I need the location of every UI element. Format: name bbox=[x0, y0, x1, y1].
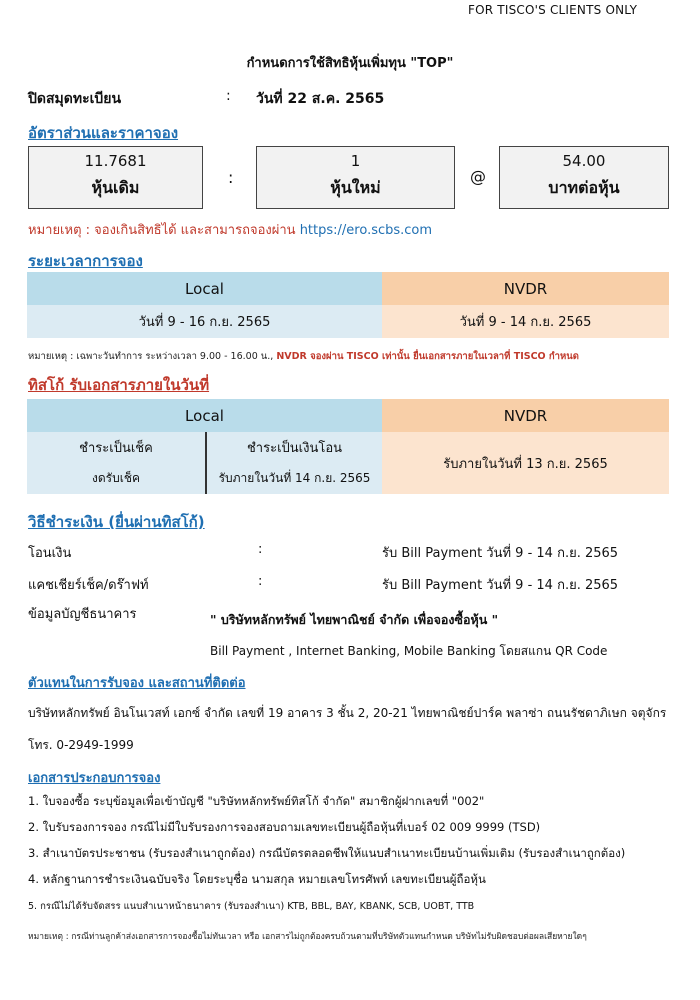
docs-nvdr-value: รับภายในวันที่ 13 ก.ย. 2565 bbox=[382, 432, 669, 494]
subscription-period-heading: ระยะเวลาการจอง bbox=[28, 252, 143, 270]
payment-channels: Bill Payment , Internet Banking, Mobile Banking โดยสแกน QR Code bbox=[210, 644, 608, 658]
ratio-heading: อัตราส่วนและราคาจอง bbox=[28, 124, 179, 142]
tisco-docs-table bbox=[27, 399, 669, 494]
ratio-note bbox=[28, 219, 432, 240]
documents-item-2: 2. ใบรับรองการจอง กรณีไม่มีใบรับรองการจองสอบถามเลขทะเบียนผู้ถือหุ้นที่เบอร์ 02 009 9999 (TSD) bbox=[28, 820, 541, 834]
ratio-note-text: หมายเหตุ : จองเกินสิทธิได้ และสามารถจองผ่าน bbox=[28, 223, 300, 238]
new-shares-value: 1 bbox=[350, 152, 361, 170]
payment-cheque-label: แคชเชียร์เช็ค/ดร๊าฟท์ bbox=[28, 578, 149, 593]
new-shares-unit: หุ้นใหม่ bbox=[330, 178, 381, 197]
payment-transfer-value: รับ Bill Payment วันที่ 9 - 14 ก.ย. 2565 bbox=[382, 546, 619, 561]
documents-item-3: 3. สำเนาบัตรประชาชน (รับรองสำเนาถูกต้อง) กรณีบัตรตลอดชีพให้แนบสำเนาทะเบียนบ้านเพิ่มเติม (รับรองสำเนาถูกต้อง) bbox=[28, 846, 626, 860]
page-title: กำหนดการใช้สิทธิหุ้นเพิ่มทุน "TOP" bbox=[246, 56, 454, 71]
price-unit: บาทต่อหุ้น bbox=[548, 178, 620, 197]
record-date-value: วันที่ 22 ส.ค. 2565 bbox=[256, 91, 385, 107]
price-box bbox=[499, 146, 669, 209]
docs-nvdr-header: NVDR bbox=[382, 399, 669, 432]
docs-local-header: Local bbox=[27, 399, 382, 432]
docs-cheque-value: งดรับเช็ค bbox=[27, 462, 206, 494]
documents-item-5: 5. กรณีไม่ได้รับจัดสรร แนบสำเนาหน้าธนาคาร (รับรองสำเนา) KTB, BBL, BAY, KBANK, SCB, UOBT, TTB bbox=[28, 901, 475, 912]
docs-transfer-value: รับภายในวันที่ 14 ก.ย. 2565 bbox=[206, 462, 382, 494]
subscription-url-link[interactable]: https://ero.scbs.com bbox=[299, 223, 433, 238]
period-note-text: หมายเหตุ : เฉพาะวันทำการ ระหว่างเวลา 9.00 - 16.00 น., bbox=[28, 351, 277, 362]
documents-heading: เอกสารประกอบการจอง bbox=[28, 771, 161, 786]
payment-cheque-colon: : bbox=[258, 574, 263, 589]
old-shares-value: 11.7681 bbox=[84, 152, 147, 170]
bank-account-name: " บริษัทหลักทรัพย์ ไทยพาณิชย์ จำกัด เพื่อจองซื้อหุ้น " bbox=[210, 612, 499, 627]
ratio-at-symbol: @ bbox=[470, 167, 486, 186]
new-shares-box bbox=[256, 146, 455, 209]
documents-item-4: 4. หลักฐานการชำระเงินฉบับจริง โดยระบุชื่อ นามสกุล หมายเลขโทรศัพท์ เลขทะเบียนผู้ถือหุ้น bbox=[28, 872, 486, 886]
documents-item-1: 1. ใบจองซื้อ ระบุข้อมูลเพื่อเข้าบัญชี "บริษัทหลักทรัพย์ทิสโก้ จำกัด" สมาชิกผู้ฝากเลขที่ "002" bbox=[28, 794, 485, 808]
documents-footnote: หมายเหตุ : กรณีท่านลูกค้าส่งเอกสารการจองซื้อไม่ทันเวลา หรือ เอกสารไม่ถูกต้องครบถ้วนตามที่บริษัทตัวแทนกำหนด บริษัทไม่รับผิดชอบต่อผลเสียหายใดๆ bbox=[28, 932, 587, 942]
ratio-colon: : bbox=[228, 168, 234, 187]
record-date-label: ปิดสมุดทะเบียน bbox=[28, 91, 122, 107]
subscription-period-table bbox=[27, 272, 669, 338]
old-shares-unit: หุ้นเดิม bbox=[91, 178, 140, 197]
period-note-nvdr: NVDR จองผ่าน TISCO เท่านั้น ยื่นเอกสารภายในเวลาที่ TISCO กำหนด bbox=[276, 351, 579, 362]
docs-transfer-label: ชำระเป็นเงินโอน bbox=[206, 432, 382, 462]
tisco-docs-heading: ทิสโก้ รับเอกสารภายในวันที่ bbox=[28, 376, 210, 394]
record-date-colon: : bbox=[226, 88, 231, 104]
agent-address: บริษัทหลักทรัพย์ อินโนเวสท์ เอกซ์ จำกัด เลขที่ 19 อาคาร 3 ชั้น 2, 20-21 ไทยพาณิชย์ปาร์ค พลาซ่า ถนนรัชดาภิเษก จตุจักร bbox=[28, 706, 667, 720]
payment-transfer-label: โอนเงิน bbox=[28, 546, 72, 561]
payment-heading: วิธีชำระเงิน (ยื่นผ่านทิสโก้) bbox=[28, 513, 205, 531]
agent-phone: โทร. 0-2949-1999 bbox=[28, 738, 134, 752]
period-note bbox=[28, 349, 579, 364]
payment-cheque-value: รับ Bill Payment วันที่ 9 - 14 ก.ย. 2565 bbox=[382, 578, 619, 593]
period-local-header: Local bbox=[27, 272, 382, 305]
docs-cheque-label: ชำระเป็นเช็ค bbox=[27, 432, 206, 462]
period-nvdr-dates: วันที่ 9 - 14 ก.ย. 2565 bbox=[382, 305, 669, 338]
bank-account-label: ข้อมูลบัญชีธนาคาร bbox=[28, 607, 137, 622]
payment-transfer-colon: : bbox=[258, 542, 263, 557]
agent-heading: ตัวแทนในการรับจอง และสถานที่ติดต่อ bbox=[28, 676, 246, 691]
clients-only-label: FOR TISCO'S CLIENTS ONLY bbox=[468, 3, 638, 17]
period-nvdr-header: NVDR bbox=[382, 272, 669, 305]
old-shares-box bbox=[28, 146, 203, 209]
period-local-dates: วันที่ 9 - 16 ก.ย. 2565 bbox=[27, 305, 382, 338]
price-value: 54.00 bbox=[562, 152, 606, 170]
